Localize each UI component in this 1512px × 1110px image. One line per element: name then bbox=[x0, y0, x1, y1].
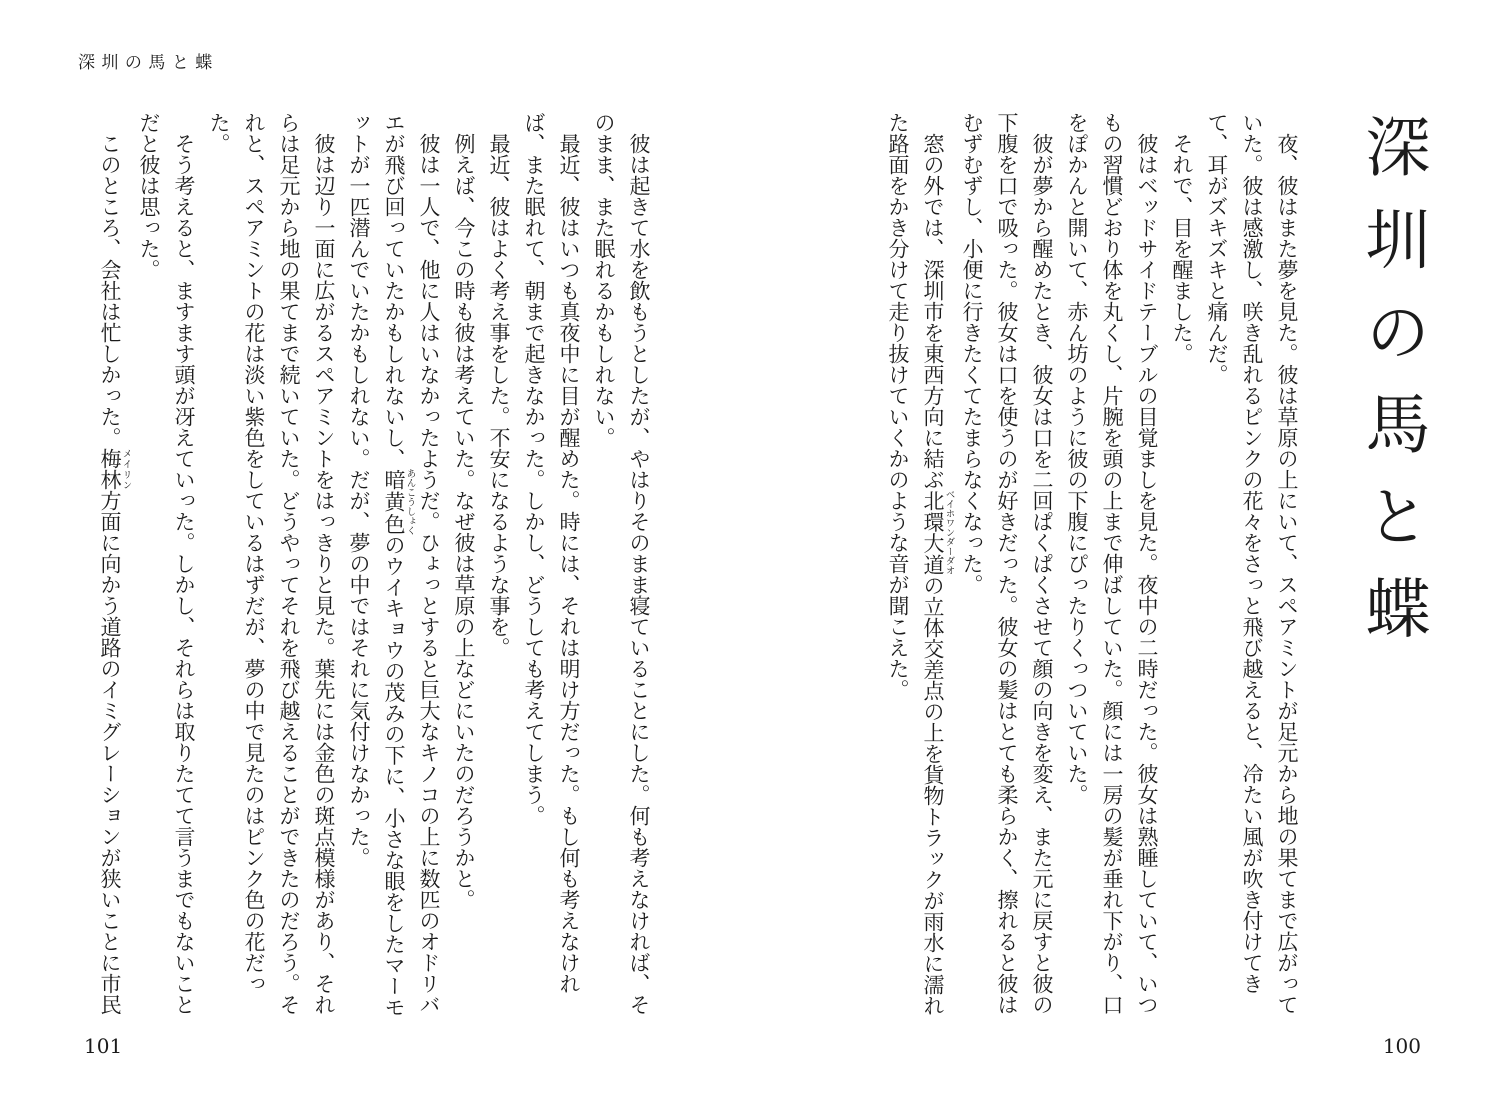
paragraph: 夜、彼はまた夢を見た。彼は草原の上にいて、スペアミントが足元から地の果てまで広がっていた。彼は感激し、咲き乱れるピンクの花々をさっと飛び越えると、冷たい風が吹き付けてきて、耳がズキズキと痛んだ。 bbox=[1205, 112, 1299, 1015]
body-text-right-page bbox=[880, 112, 1304, 1018]
paragraph: 例えば、今この時も彼は考えていた。なぜ彼は草原の上などにいたのだろうかと。 bbox=[452, 133, 476, 910]
page-number-left: 101 bbox=[84, 1034, 123, 1058]
paragraph: 彼が夢から醒めたとき、彼女は口を二回ぱくぱくさせて顔の向きを変え、また元に戻すと彼の下腹を口で吸った。彼女は口を使うのが好きだった。彼女の髪はとても柔らかく、擦れると彼はむずむずし、小便に行きたくてたまらなくなった。 bbox=[960, 112, 1054, 1015]
paragraph: 彼は辺り一面に広がるスペアミントをはっきりと見た。葉先には金色の斑点模様があり、それらは足元から地の果てまで続いていた。どうやってそれを飛び越えることができたのだろう。それと、スペアミントの花は淡い紫色をしているはずだが、夢の中で見たのはピンク色の花だった。 bbox=[207, 112, 336, 1015]
body-text-left-page bbox=[92, 112, 656, 1018]
furigana-term: 暗黄色あんこうしょく bbox=[382, 468, 416, 535]
furigana-term: 梅林メイリン bbox=[98, 448, 132, 490]
paragraph: このところ、会社は忙しかった。梅林メイリン方面に向かう道路のイミグレーションが狭いことに市民 bbox=[98, 133, 132, 1015]
paragraph: それで、目を醒ました。 bbox=[1170, 133, 1194, 364]
paragraph: 彼は一人で、他に人はいなかったようだ。ひょっとすると巨大なキノコの上に数匹のオドリバエが飛び回っていたかもしれないし、暗黄色あんこうしょくのウイキョウの茂みの下に、小さな眼をしたマーモットが一匹潜んでいたかもしれない。だが、夢の中ではそれに気付けなかった。 bbox=[347, 112, 441, 1018]
paragraph: 窓の外では、深圳市を東西方向に結ぶ北環大道ベイホワンダーダオの立体交差点の上を貨物トラックが雨水に濡れた路面をかき分けて走り抜けていくかのような音が聞こえた。 bbox=[886, 112, 955, 1017]
page-number-right: 100 bbox=[1382, 1034, 1421, 1058]
paragraph: 最近、彼はいつも真夜中に目が醒めた。時には、それは明け方だった。もし何も考えなければ、また眠れて、朝まで起きなかった。しかし、どうしても考えてしまう。 bbox=[522, 112, 581, 994]
chapter-title: 深圳の馬と蝶 bbox=[1354, 113, 1429, 667]
paragraph: 彼は起きて水を飲もうとしたが、やはりそのまま寝ていることにした。何も考えなければ、そのまま、また眠れるかもしれない。 bbox=[592, 112, 651, 1015]
paragraph: そう考えると、ますます頭が冴えていった。しかし、それらは取りたてて言うまでもないことだと彼は思った。 bbox=[137, 112, 196, 1015]
furigana-term: 北環大道ベイホワンダーダオ bbox=[921, 489, 955, 576]
running-header: 深圳の馬と蝶 bbox=[78, 53, 219, 73]
paragraph: 最近、彼はよく考え事をした。不安になるような事を。 bbox=[487, 133, 511, 658]
paragraph: 彼はベッドサイドテーブルの目覚ましを見た。夜中の二時だった。彼女は熟睡していて、いつもの習慣どおり体を丸くし、片腕を頭の上まで伸ばしていた。顔には一房の髪が垂れ下がり、口をぽかんと開いて、赤ん坊のように彼の下腹にぴったりくっついていた。 bbox=[1065, 112, 1159, 1015]
